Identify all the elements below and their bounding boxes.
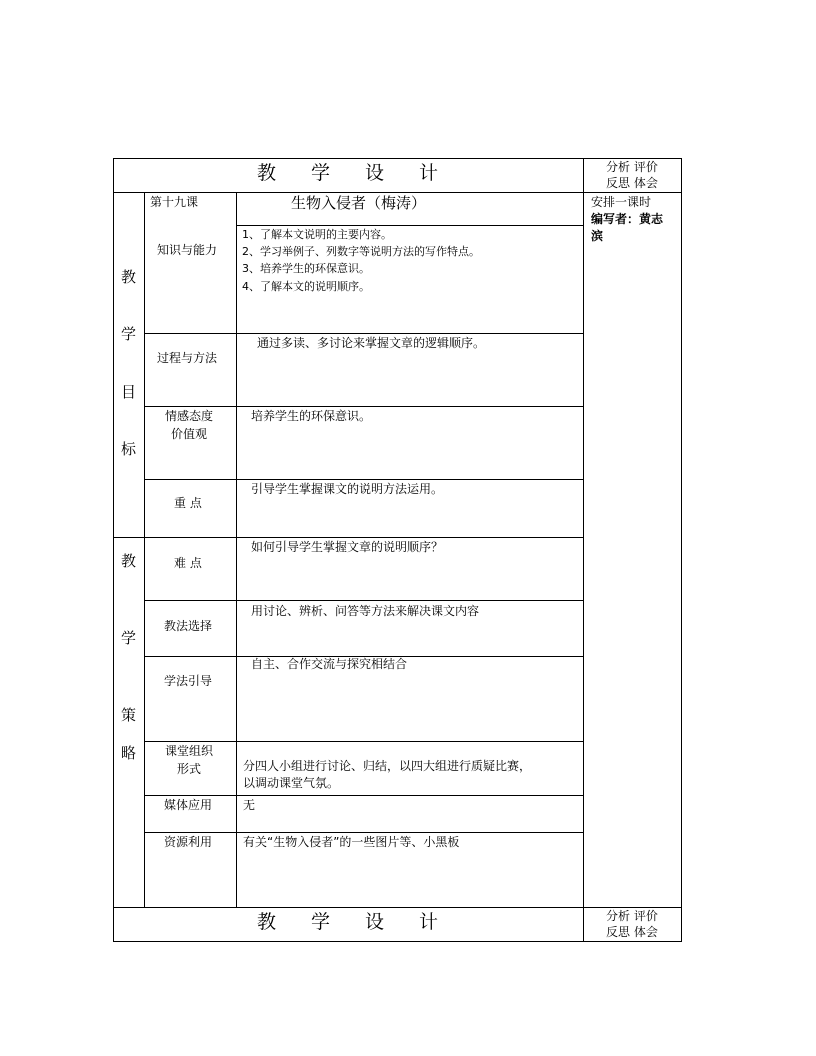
row-knowledge-item-1: 1、了解本文说明的主要内容。 (242, 228, 392, 241)
section-goals-char-4: 标 (121, 440, 137, 458)
line-footer-top (113, 907, 682, 908)
line-row-2 (144, 333, 583, 334)
header-side-line-2: 反思 体会 (606, 176, 658, 190)
row-media-content: 无 (243, 798, 256, 812)
line-row-3 (144, 406, 583, 407)
line-side-col (583, 158, 584, 942)
section-strategy-char-2: 学 (121, 629, 137, 647)
footer-title-char-1: 教 (257, 911, 277, 933)
footer-side-line-2: 反思 体会 (606, 925, 658, 939)
line-bottom (113, 941, 682, 942)
row-organization-label-line-1: 课堂组织 (165, 744, 214, 758)
row-organization-content-line-1: 分四人小组进行讨论、归结，以四大组进行质疑比赛， (243, 759, 532, 773)
row-organization-content-line-2: 以调动课堂气氛。 (243, 776, 340, 790)
lesson-number: 第十九课 (150, 195, 199, 209)
footer-title-char-2: 学 (311, 911, 331, 933)
section-strategy-char-3: 策 (121, 706, 137, 724)
section-strategy-char-4: 略 (121, 744, 137, 762)
header-title-char-3: 设 (365, 162, 385, 184)
row-resources-content: 有关“生物入侵者”的一些图片等、小黑板 (243, 835, 460, 849)
lesson-schedule: 安排一课时 (591, 195, 652, 209)
section-goals-char-3: 目 (121, 383, 137, 401)
lesson-title: 生物入侵者（梅涛） (291, 194, 427, 212)
row-method-content: 用讨论、辨析、问答等方法来解决课文内容 (251, 604, 480, 618)
line-row-4 (144, 479, 583, 480)
line-header-bottom (113, 192, 682, 193)
footer-title-char-3: 设 (365, 911, 385, 933)
section-strategy-char-1: 教 (121, 552, 137, 570)
header-side-line-1: 分析 评价 (606, 160, 658, 174)
row-key-point-label: 重 点 (174, 496, 202, 510)
header-title-char-4: 计 (419, 162, 439, 184)
line-label-col (236, 192, 237, 907)
row-study-content: 自主、合作交流与探究相结合 (251, 657, 408, 671)
section-goals-char-2: 学 (121, 325, 137, 343)
row-difficulty-content: 如何引导学生掌握文章的说明顺序？ (251, 540, 444, 554)
line-left (113, 158, 114, 942)
line-section-col (144, 192, 145, 907)
row-media-label: 媒体应用 (164, 798, 213, 812)
header-title-char-2: 学 (311, 162, 331, 184)
row-key-point-content: 引导学生掌握课文的说明方法运用。 (251, 482, 444, 496)
line-top (113, 158, 682, 159)
line-row-1 (236, 225, 583, 226)
row-emotion-label-line-2: 价值观 (171, 427, 208, 441)
row-emotion-content: 培养学生的环保意识。 (251, 409, 372, 423)
row-knowledge-item-3: 3、培养学生的环保意识。 (242, 262, 370, 275)
row-difficulty-label: 难 点 (174, 556, 202, 570)
footer-side-line-1: 分析 评价 (606, 909, 658, 923)
line-row-8 (144, 741, 583, 742)
line-row-10 (144, 832, 583, 833)
row-study-label: 学法引导 (164, 674, 213, 688)
row-process-content: 通过多读、多讨论来掌握文章的逻辑顺序。 (257, 336, 486, 350)
row-knowledge-item-2: 2、学习举例子、列数字等说明方法的写作特点。 (242, 245, 480, 258)
row-process-label: 过程与方法 (157, 351, 218, 365)
line-row-9 (144, 795, 583, 796)
row-method-label: 教法选择 (164, 619, 213, 633)
row-resources-label: 资源利用 (164, 835, 213, 849)
line-row-5 (113, 537, 583, 538)
line-row-6 (144, 600, 583, 601)
lesson-author-line-1: 编写者：黄志 (591, 212, 664, 226)
row-knowledge-item-4: 4、了解本文的说明顺序。 (242, 280, 370, 293)
line-right (681, 158, 682, 942)
header-title-char-1: 教 (257, 162, 277, 184)
row-organization-label-line-2: 形式 (177, 762, 202, 776)
section-goals-char-1: 教 (121, 268, 137, 286)
footer-title-char-4: 计 (419, 911, 439, 933)
lesson-author-line-2: 滨 (591, 229, 604, 243)
row-emotion-label-line-1: 情感态度 (165, 409, 214, 423)
row-knowledge-label: 知识与能力 (157, 243, 218, 257)
